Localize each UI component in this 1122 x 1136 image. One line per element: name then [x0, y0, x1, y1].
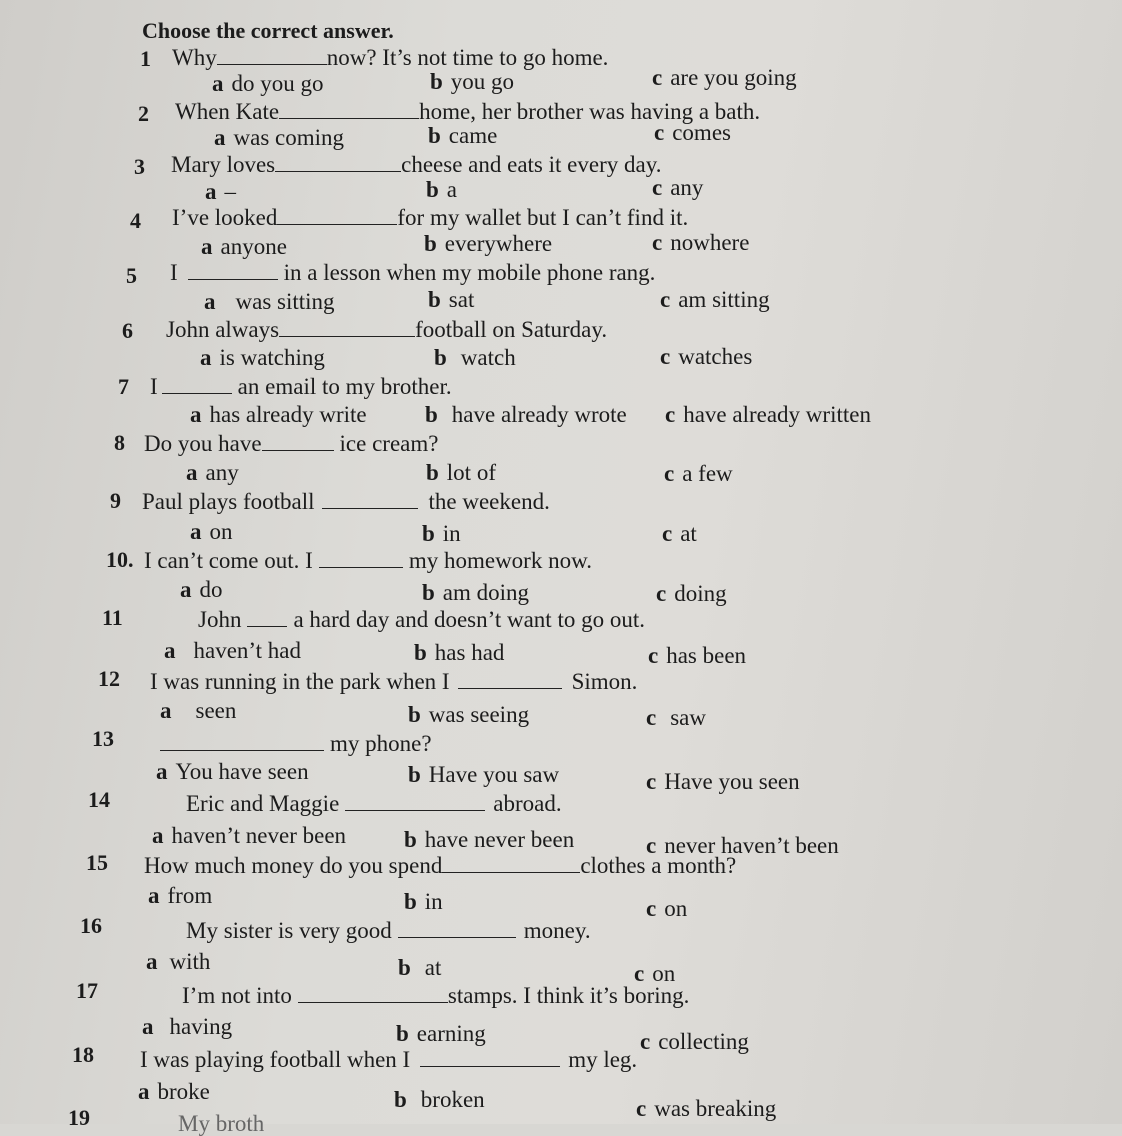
option-b[interactable]: b at	[398, 955, 442, 980]
question-text: My broth	[178, 1111, 265, 1136]
answer-blank[interactable]	[279, 104, 419, 119]
option-a[interactable]: a –	[205, 179, 236, 204]
answer-blank[interactable]	[442, 858, 580, 873]
question-number: 15	[86, 850, 108, 875]
option-c[interactable]: c at	[662, 521, 697, 546]
question-number: 4	[130, 208, 141, 233]
option-a[interactable]: a haven’t never been	[152, 823, 347, 848]
instructions-title: Choose the correct answer.	[142, 18, 394, 43]
question-number: 9	[110, 488, 121, 513]
question-number: 12	[98, 666, 120, 691]
option-b[interactable]: b has had	[414, 640, 505, 665]
question-text: I was playing football when I my leg.	[140, 1047, 638, 1072]
option-c[interactable]: c any	[652, 175, 704, 200]
question-text: Why now? It’s not time to go home.	[172, 45, 609, 70]
question-number: 17	[76, 978, 98, 1003]
answer-blank[interactable]	[279, 322, 415, 337]
question-text: I an email to my brother.	[150, 374, 452, 399]
option-b[interactable]: b sat	[428, 287, 475, 312]
option-a[interactable]: a any	[186, 460, 239, 485]
option-a[interactable]: a has already write	[190, 402, 367, 427]
option-b[interactable]: b a	[426, 177, 458, 202]
option-b[interactable]: b Have you saw	[408, 762, 560, 787]
answer-blank[interactable]	[458, 674, 562, 689]
answer-blank[interactable]	[420, 1052, 560, 1067]
answer-blank[interactable]	[247, 612, 287, 627]
question-number: 3	[134, 154, 145, 179]
question-number: 1	[140, 46, 151, 71]
question-text: I in a lesson when my mobile phone rang.	[170, 260, 656, 285]
question-number: 2	[138, 101, 149, 126]
option-c[interactable]: c on	[646, 896, 688, 921]
question-number: 19	[68, 1105, 90, 1130]
option-c[interactable]: c are you going	[652, 65, 797, 90]
option-b[interactable]: b have never been	[404, 827, 575, 852]
option-a[interactable]: a with	[146, 949, 211, 974]
option-b[interactable]: b broken	[394, 1087, 485, 1112]
question-text: I can’t come out. I my homework now.	[144, 548, 592, 573]
question-number: 8	[114, 430, 125, 455]
option-a[interactable]: a seen	[160, 698, 237, 723]
question-text: I was running in the park when I Simon.	[150, 669, 638, 694]
option-c[interactable]: c doing	[656, 581, 727, 606]
option-a[interactable]: a was sitting	[204, 289, 335, 314]
option-a[interactable]: a is watching	[200, 345, 325, 370]
option-b[interactable]: b everywhere	[424, 231, 553, 256]
option-b[interactable]: b was seeing	[408, 702, 530, 727]
option-a[interactable]: a was coming	[214, 125, 345, 150]
option-a[interactable]: a anyone	[201, 234, 287, 259]
option-a[interactable]: a You have seen	[156, 759, 309, 784]
option-c[interactable]: c Have you seen	[646, 769, 800, 794]
option-c[interactable]: c collecting	[640, 1029, 749, 1054]
answer-blank[interactable]	[277, 210, 397, 225]
question-text: Mary loves cheese and eats it every day.	[171, 152, 662, 177]
question-text: Do you have ice cream?	[144, 431, 439, 456]
answer-blank[interactable]	[398, 923, 516, 938]
question-text: How much money do you spend clothes a month?	[144, 853, 737, 878]
question-text: My sister is very good money.	[186, 918, 591, 943]
option-c[interactable]: c on	[634, 961, 676, 986]
answer-blank[interactable]	[188, 265, 278, 280]
answer-blank[interactable]	[162, 379, 232, 394]
answer-blank[interactable]	[217, 50, 327, 65]
question-number: 5	[126, 263, 137, 288]
answer-blank[interactable]	[160, 736, 324, 751]
option-c[interactable]: c have already written	[665, 402, 871, 427]
answer-blank[interactable]	[322, 494, 418, 509]
option-a[interactable]: a do	[180, 577, 223, 602]
question-number: 18	[72, 1042, 94, 1067]
option-a[interactable]: a do you go	[212, 71, 324, 96]
question-number: 13	[92, 726, 114, 751]
option-a[interactable]: a haven’t had	[164, 638, 302, 663]
question-number: 14	[88, 787, 110, 812]
question-text: I’ve looked for my wallet but I can’t find it.	[172, 205, 689, 230]
answer-blank[interactable]	[262, 436, 334, 451]
question-number: 7	[118, 374, 129, 399]
question-text: John a hard day and doesn’t want to go out.	[198, 607, 645, 632]
answer-blank[interactable]	[345, 796, 485, 811]
option-b[interactable]: b in	[404, 889, 443, 914]
option-b[interactable]: b have already wrote	[425, 402, 627, 427]
option-b[interactable]: b am doing	[422, 580, 530, 605]
option-c[interactable]: c watches	[660, 344, 753, 369]
answer-blank[interactable]	[319, 553, 403, 568]
answer-blank[interactable]	[298, 988, 448, 1003]
option-b[interactable]: b earning	[396, 1021, 486, 1046]
question-text: When Kate home, her brother was having a bath.	[175, 99, 761, 124]
question-number: 11	[102, 605, 123, 630]
option-c[interactable]: c a few	[664, 461, 733, 486]
question-number: 6	[122, 318, 133, 343]
option-c[interactable]: c was breaking	[636, 1096, 777, 1121]
question-text: my phone?	[160, 732, 432, 755]
question-number: 10.	[106, 547, 134, 572]
question-text: John always football on Saturday.	[166, 317, 608, 342]
question-number: 16	[80, 913, 102, 938]
option-c[interactable]: c never haven’t been	[646, 833, 839, 858]
question-text: Paul plays football the weekend.	[142, 489, 550, 514]
option-b[interactable]: b came	[428, 123, 498, 148]
option-c[interactable]: c am sitting	[660, 287, 770, 312]
option-a[interactable]: a on	[190, 519, 233, 544]
question-text: I’m not into stamps. I think it’s boring.	[182, 983, 690, 1008]
option-b[interactable]: b lot of	[426, 460, 496, 485]
option-b[interactable]: b in	[422, 521, 461, 546]
question-text: Eric and Maggie abroad.	[186, 791, 562, 816]
option-c[interactable]: c saw	[646, 705, 706, 730]
option-b[interactable]: b you go	[430, 69, 515, 94]
option-b[interactable]: b watch	[434, 345, 516, 370]
option-c[interactable]: c has been	[648, 643, 747, 668]
option-c[interactable]: c comes	[654, 120, 731, 145]
option-a[interactable]: a having	[142, 1014, 233, 1039]
option-a[interactable]: a broke	[138, 1079, 210, 1104]
answer-blank[interactable]	[275, 157, 401, 172]
option-c[interactable]: c nowhere	[652, 230, 750, 255]
option-a[interactable]: a from	[148, 883, 213, 908]
